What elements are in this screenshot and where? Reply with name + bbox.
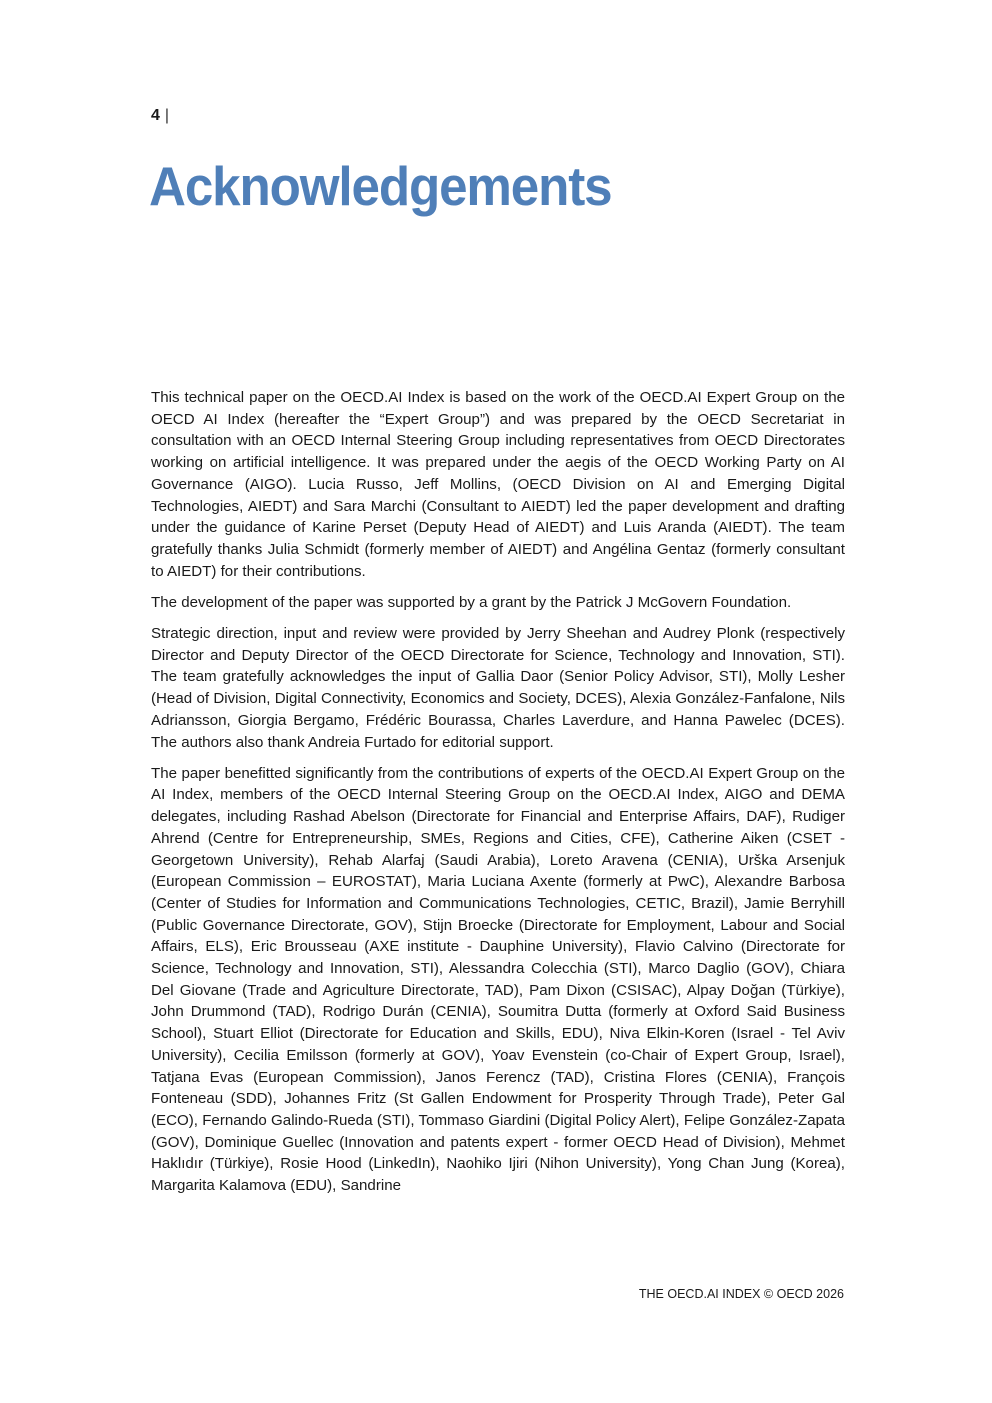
paragraph: Strategic direction, input and review were provided by Jerry Sheehan and Audrey Plonk (respectively Director and Deputy Director of the OECD Directorate for Science, Technology and Innovation, STI). The team gratefully acknowledges the input of Gallia Daor (Senior Policy Advisor, STI), Molly Lesher (Head of Division, Digital Connectivity, Economics and Society, DCES), Alexia González-Fanfalone, Nils Adriansson, Giorgia Bergamo, Frédéric Bourassa, Charles Laverdure, and Hanna Pawelec (DCES). The authors also thank Andreia Furtado for editorial support. (151, 625, 845, 751)
body-text (151, 387, 845, 1206)
page-header (151, 106, 169, 126)
paragraph: This technical paper on the OECD.AI Index is based on the work of the OECD.AI Expert Group on the OECD AI Index (hereafter the “Expert Group”) and was prepared by the OECD Secretariat in consultation with an OECD Internal Steering Group including representatives from OECD Directorates working on artificial intelligence. It was prepared under the aegis of the OECD Working Party on AI Governance (AIGO). Lucia Russo, Jeff Mollins, (OECD Division on AI and Emerging Digital Technologies, AIEDT) and Sara Marchi (Consultant to AIEDT) led the paper development and drafting under the guidance of Karine Perset (Deputy Head of AIEDT) and Luis Aranda (AIEDT). The team gratefully thanks Julia Schmidt (formerly member of AIEDT) and Angélina Gentaz (formerly consultant to AIEDT) for their contributions. (151, 389, 845, 580)
paragraph: The paper benefitted significantly from the contributions of experts of the OECD.AI Expert Group on the AI Index, members of the OECD Internal Steering Group on the OECD.AI Index, AIGO and DEMA delegates, including Rashad Abelson (Directorate for Financial and Enterprise Affairs, DAF), Rudiger Ahrend (Centre for Entrepreneurship, SMEs, Regions and Cities, CFE), Catherine Aiken (CSET - Georgetown University), Rehab Alarfaj (Saudi Arabia), Loreto Aravena (CENIA), Urška Arsenjuk (European Commission – EUROSTAT), Maria Luciana Axente (formerly at PwC), Alexandre Barbosa (Center of Studies for Information and Communications Technologies, CETIC, Brazil), Jamie Berryhill (Public Governance Directorate, GOV), Stijn Broecke (Directorate for Employment, Labour and Social Affairs, ELS), Eric Brousseau (AXE institute - Dauphine University), Flavio Calvino (Directorate for Science, Technology and Innovation, STI), Alessandra Colecchia (STI), Marco Daglio (GOV), Chiara Del Giovane (Trade and Agriculture Directorate, TAD), Pam Dixon (CSISAC), Alpay Doğan (Türkiye), John Drummond (TAD), Rodrigo Durán (CENIA), Soumitra Dutta (formerly at Oxford Said Business School), Stuart Elliot (Directorate for Education and Skills, EDU), Niva Elkin-Koren (Israel - Tel Aviv University), Cecilia Emilsson (formerly at GOV), Yoav Evenstein (co-Chair of Expert Group, Israel), Tatjana Evas (European Commission), Janos Ferencz (TAD), Cristina Flores (CENIA), François Fonteneau (SDD), Johannes Fritz (St Gallen Endowment for Prosperity Through Trade), Peter Gal (ECO), Fernando Galindo-Rueda (STI), Tommaso Giardini (Digital Policy Alert), Felipe González-Zapata (GOV), Dominique Guellec (Innovation and patents expert - former OECD Head of Division), Mehmet Haklıdır (Türkiye), Rosie Hood (LinkedIn), Naohiko Ijiri (Nihon University), Yong Chan Jung (Korea), Margarita Kalamova (EDU), Sandrine (151, 764, 845, 1195)
page-title: Acknowledgements (149, 155, 612, 217)
page-number: 4 (151, 107, 160, 124)
page-footer: THE OECD.AI INDEX © OECD 2026 (638, 1287, 844, 1301)
header-separator: | (164, 107, 170, 124)
paragraph: The development of the paper was supported by a grant by the Patrick J McGovern Foundation. (151, 593, 792, 611)
